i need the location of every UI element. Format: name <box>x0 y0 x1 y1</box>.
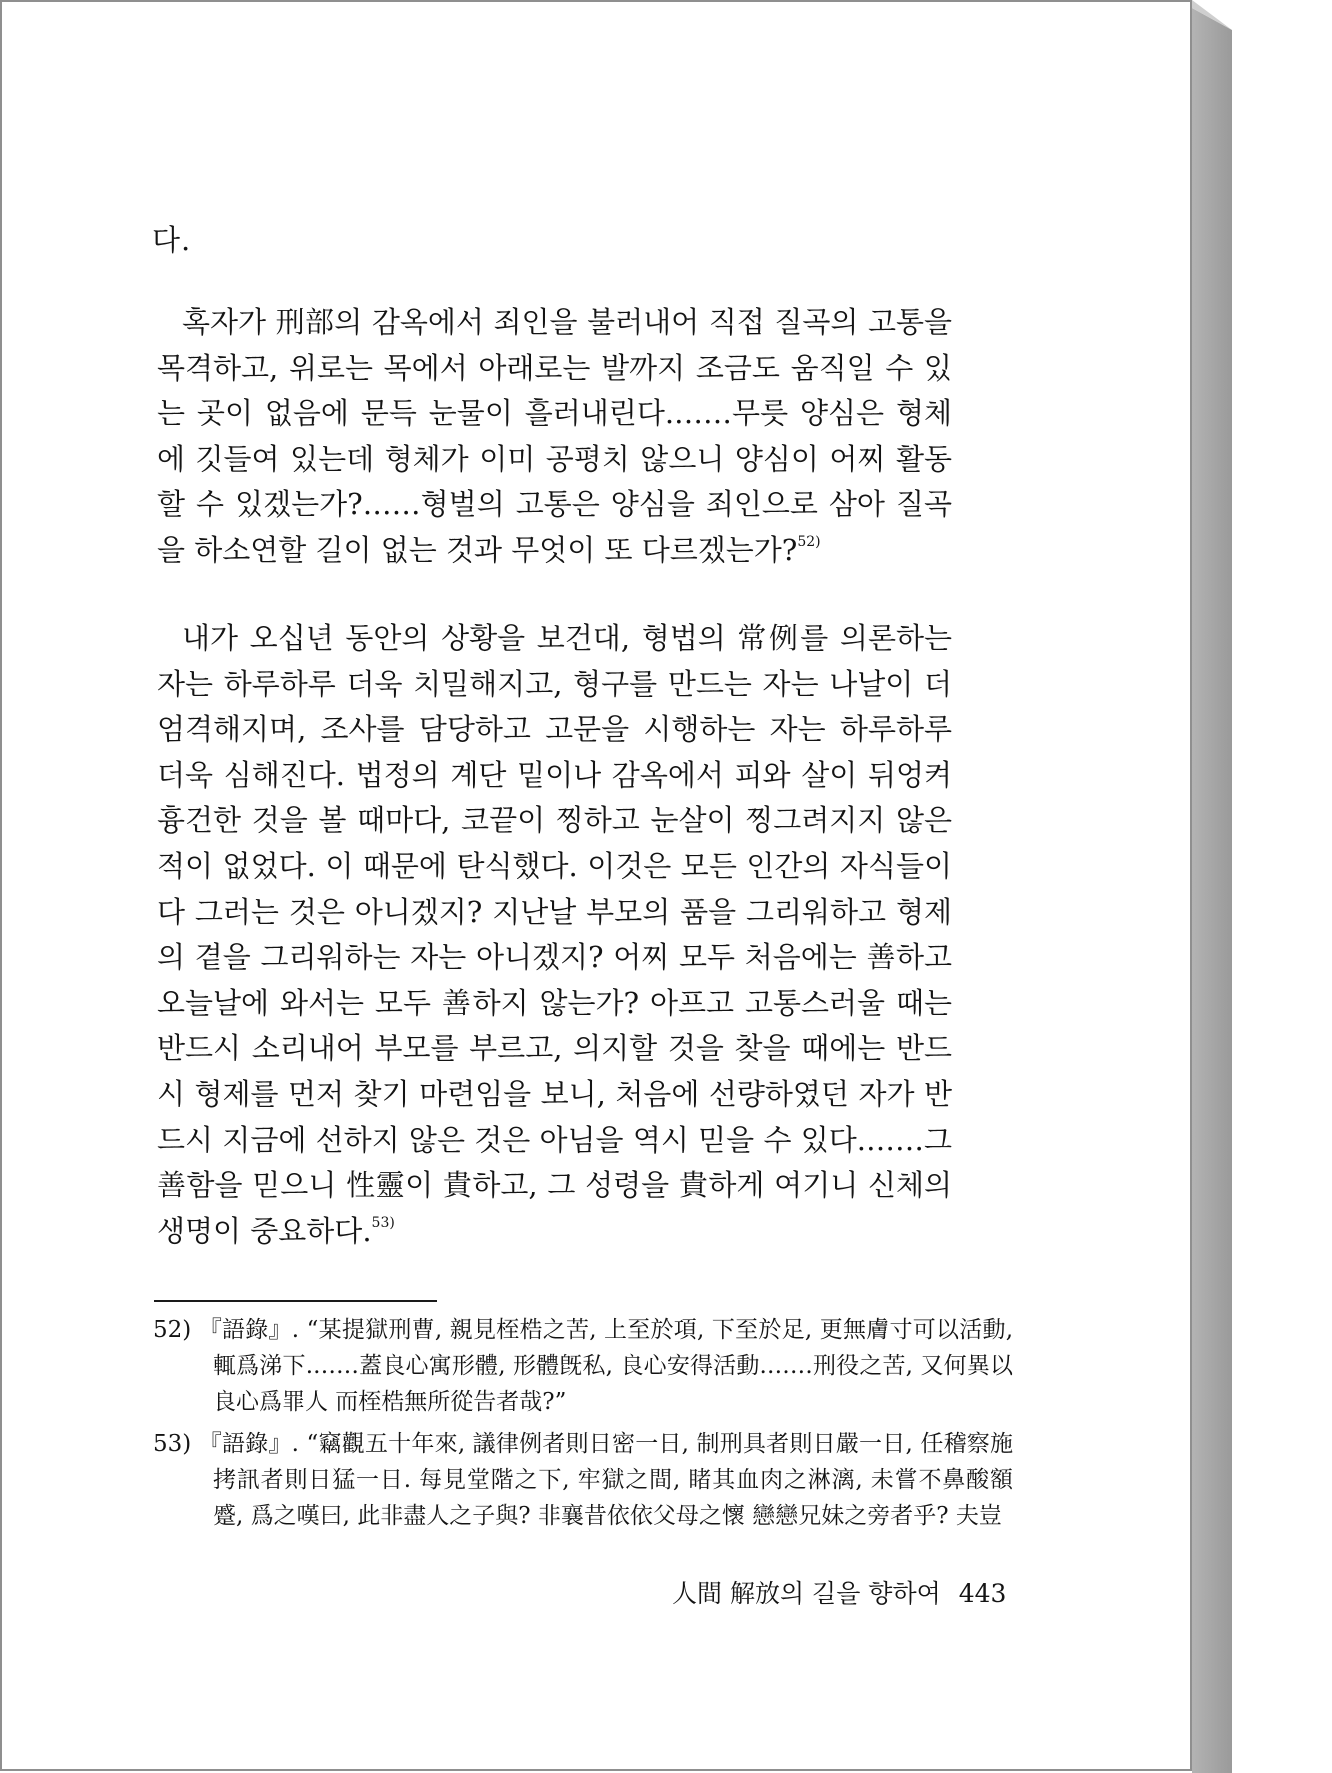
continuation-text: 다. <box>152 223 192 257</box>
paragraph-2-text: 내가 오십년 동안의 상황을 보건대, 형법의 常例를 의론하는 자는 하루하루 더욱 치밀해지고, 형구를 만드는 자는 나날이 더 엄격해지며, 조사를 담당하고 고문을 시행하는 자는 하루하루 더욱 심해진다. 법정의 계단 밑이나 감옥에서 피와 살이 뒤엉켜 흉건한 것을 볼 때마다, 코끝이 찡하고 눈살이 찡그려지지 않은 적이 없었다. 이 때문에 탄식했다. 이것은 모든 인간의 자식들이 다 그러는 것은 아니겠지? 지난날 부모의 품을 그리워하고 형제의 곁을 그리워하는 자는 아니겠지? 어찌 모두 처음에는 善하고 오늘날에 와서는 모두 善하지 않는가? 아프고 고통스러울 때는 반드시 소리내어 부모를 부르고, 의지할 것을 찾을 때에는 반드시 형제를 먼저 찾기 마련임을 보니, 처음에 선량하였던 자가 반드시 지금에 선하지 않은 것은 아님을 역시 믿을 수 있다.……그 善함을 믿으니 性靈이 貴하고, 그 성령을 貴하게 여기니 신체의 생명이 중요하다. <box>157 621 952 1248</box>
footnote-text: 『語錄』. “竊觀五十年來, 議律例者則日密一日, 制刑具者則日嚴一日, 任稽察施拷訊者則日猛一日. 每見堂階之下, 牢獄之間, 睹其血肉之淋漓, 未嘗不鼻酸額蹙, 爲之嘆曰, 此非盡人之子與? 非襄昔依依父母之懷 戀戀兄妹之旁者乎? 夫豈 <box>198 1431 1014 1529</box>
footnote-number: 53) <box>153 1431 192 1457</box>
footnote-divider <box>154 1300 437 1302</box>
footnote-number: 52) <box>153 1317 192 1343</box>
paragraph-1 <box>157 300 952 574</box>
footnote-text: 『語錄』. “某提獄刑曹, 親見桎梏之苦, 上至於項, 下至於足, 更無膚寸可以活動, 輒爲涕下.……蓋良心寓形體, 形體旣私, 良心安得活動.……刑役之苦, 又何異以良心爲罪人 而桎梏無所從告者哉?” <box>198 1317 1013 1415</box>
paragraph-1-text: 혹자가 刑部의 감옥에서 죄인을 불러내어 직접 질곡의 고통을 목격하고, 위로는 목에서 아래로는 발까지 조금도 움직일 수 있는 곳이 없음에 문득 눈물이 흘러내린다.……무릇 양심은 형체에 깃들여 있는데 형체가 이미 공평치 않으니 양심이 어찌 활동할 수 있겠는가?……형벌의 고통은 양심을 죄인으로 삼아 질곡을 하소연할 길이 없는 것과 무엇이 또 다르겠는가? <box>157 305 952 567</box>
book-spine-edge <box>1192 8 1232 1773</box>
footnote-53 <box>153 1426 1014 1534</box>
footnote-ref-52: 52) <box>797 533 821 550</box>
running-footer <box>672 1574 1006 1610</box>
footnote-ref-53: 53) <box>371 1214 395 1231</box>
footnote-52 <box>153 1312 1013 1420</box>
page-number: 443 <box>958 1579 1007 1608</box>
running-title: 人間 解放의 길을 향하여 <box>672 1579 941 1608</box>
paragraph-2 <box>157 616 952 1254</box>
